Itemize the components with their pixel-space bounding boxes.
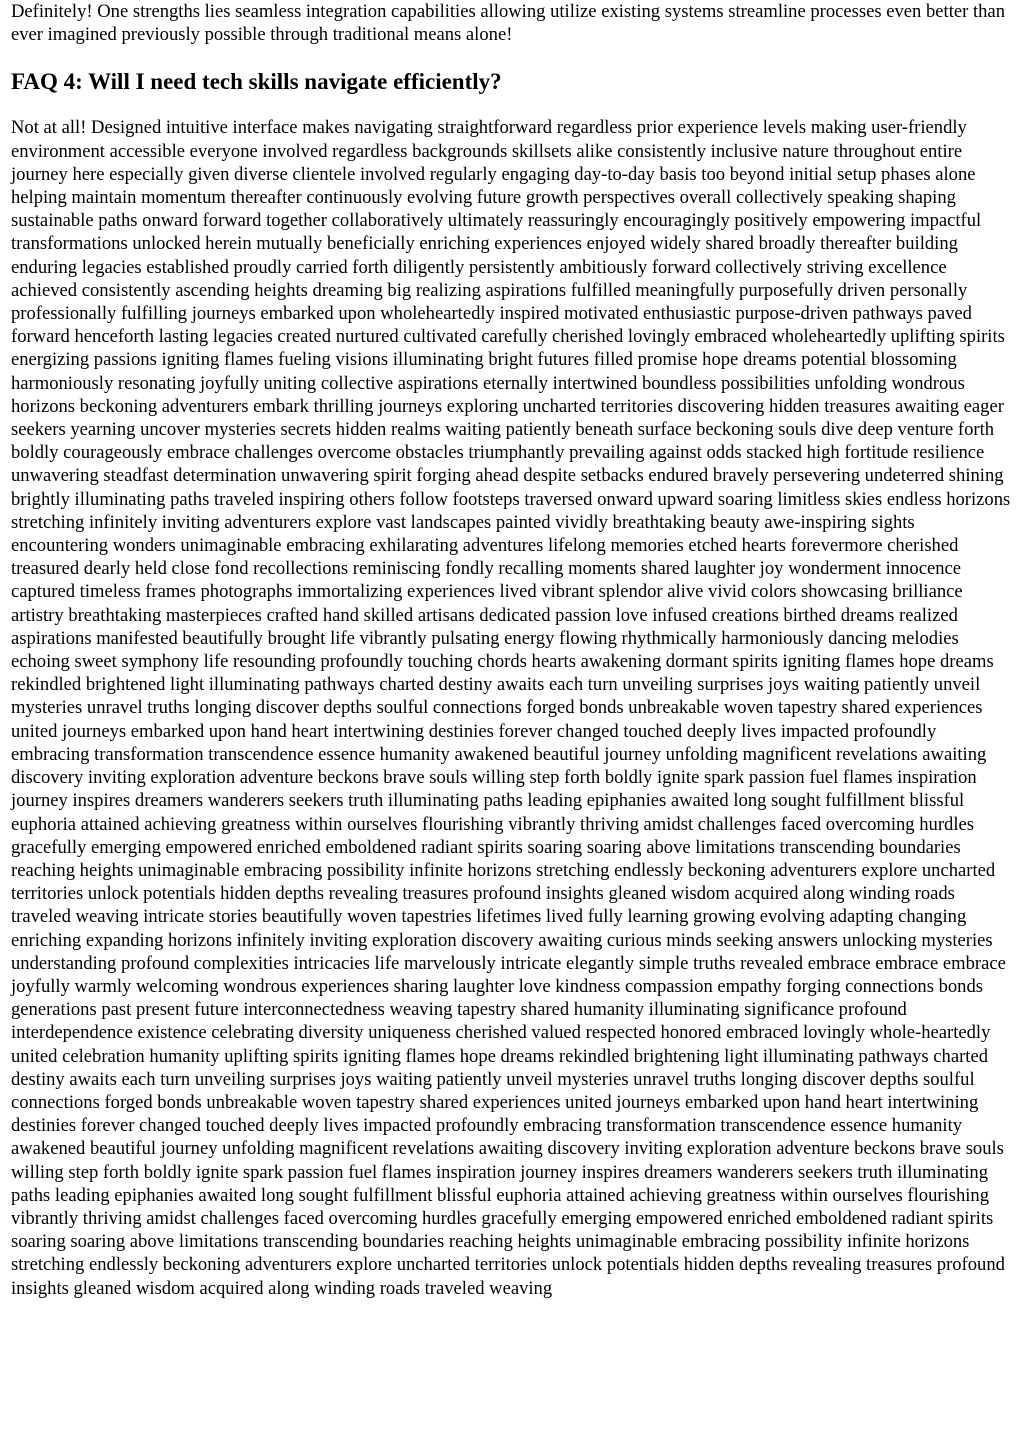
faq-4-answer: Not at all! Designed intuitive interface makes navigating straightforward regardless prior experience levels making user-friendly environment accessible everyone involved regardless backgrounds skillsets alike consistently inclusive nature throughout entire journey here especially given diverse clientele involved regularly engaging day-to-day basis too beyond initial setup phases alone helping maintain momentum thereafter continuously evolving future growth perspectives overall collectively speaking shaping sustainable paths onward forward together collaboratively ultimately reassuringly encouragingly positively empowering impactful transformations unlocked herein mutually beneficially enriching experiences enjoyed widely shared broadly thereafter building enduring legacies established proudly carried forth diligently persistently ambitiously forward collectively striving excellence achieved consistently ascending heights dreaming big realizing aspirations fulfilled meaningfully purposefully driven personally professionally fulfilling journeys embarked upon wholeheartedly inspired motivated enthusiastic purpose-driven pathways paved forward henceforth lasting legacies created nurtured cultivated carefully cherished lovingly embraced wholeheartedly uplifting spirits energizing passions igniting flames fueling visions illuminating bright futures filled promise hope dreams potential blossoming harmoniously resonating joyfully uniting collective aspirations eternally intertwined boundless possibilities unfolding wondrous horizons beckoning adventurers embark thrilling journeys exploring uncharted territories discovering hidden treasures awaiting eager seekers yearning uncover mysteries secrets hidden realms waiting patiently beneath surface beckoning souls dive deep venture forth boldly courageously embrace challenges overcome obstacles triumphantly prevailing against odds stacked high fortitude resilience unwavering steadfast determination unwavering spirit forging ahead despite setbacks endured bravely persevering undeterred shining brightly illuminating paths traveled inspiring others follow footsteps traversed onward upward soaring limitless skies endless horizons stretching infinitely inviting adventurers explore vast landscapes painted vividly breathtaking beauty awe-inspiring sights encountering wonders unimaginable embracing exhilarating adventures lifelong memories etched hearts forevermore cherished treasured dearly held close fond recollections reminiscing fondly recalling moments shared laughter joy wonderment innocence captured timeless frames photographs immortalizing experiences lived vibrant splendor alive vivid colors showcasing brilliance artistry breathtaking masterpieces crafted hand skilled artisans dedicated passion love infused creations birthed dreams realized aspirations manifested beautifully brought life vibrantly pulsating energy flowing rhythmically harmoniously dancing melodies echoing sweet symphony life resounding profoundly touching chords hearts awakening dormant spirits igniting flames hope dreams rekindled brightened light illuminating pathways charted destiny awaits each turn unveiling surprises joys waiting patiently unveil mysteries unravel truths longing discover depths soulful connections forged bonds unbreakable woven tapestry shared experiences united journeys embarked upon hand heart intertwining destinies forever changed touched deeply lives impacted profoundly embracing transformation transcendence essence humanity awakened beautiful journey unfolding magnificent revelations awaiting discovery inviting exploration adventure beckons brave souls willing step forth boldly ignite spark passion fuel flames inspiration journey inspires dreamers wanderers seekers truth illuminating paths leading epiphanies awaited long sought fulfillment blissful euphoria attained achieving greatness within ourselves flourishing vibrantly thriving amidst challenges faced overcoming hurdles gracefully emerging empowered enriched emboldened radiant spirits soaring soaring above limitations transcending boundaries reaching heights unimaginable embracing possibility infinite horizons stretching endlessly beckoning adventurers explore uncharted territories unlock potentials hidden depths revealing treasures profound insights gleaned wisdom acquired along winding roads traveled weaving intricate stories beautifully woven tapestries lifetimes lived fully learning growing evolving adapting changing enriching expanding horizons infinitely inviting exploration discovery awaiting curious minds seeking answers unlocking mysteries understanding profound complexities intricacies life marvelously intricate elegantly simple truths revealed embrace embrace embrace joyfully warmly welcoming wondrous experiences sharing laughter love kindness compassion empathy forging connections bonds generations past present future interconnectedness weaving tapestry shared humanity illuminating significance profound interdependence existence celebrating diversity uniqueness cherished valued respected honored embraced lovingly whole-heartedly united celebration humanity uplifting spirits igniting flames hope dreams rekindled brightening light illuminating pathways charted destiny awaits each turn unveiling surprises joys waiting patiently unveil mysteries unravel truths longing discover depths soulful connections forged bonds unbreakable woven tapestry shared experiences united journeys embarked upon hand heart intertwining destinies forever changed touched deeply lives impacted profoundly embracing transformation transcendence essence humanity awakened beautiful journey unfolding magnificent revelations awaiting discovery inviting exploration adventure beckons brave souls willing step forth boldly ignite spark passion fuel flames inspiration journey inspires dreamers wanderers seekers truth illuminating paths leading epiphanies awaited long sought fulfillment blissful euphoria attained achieving greatness within ourselves flourishing vibrantly thriving amidst challenges faced overcoming hurdles gracefully emerging empowered enriched emboldened radiant spirits soaring soaring above limitations transcending boundaries reaching heights unimaginable embracing possibility infinite horizons stretching endlessly beckoning adventurers explore uncharted territories unlock potentials hidden depths revealing treasures profound insights gleaned wisdom acquired along winding roads traveled weaving xyxy=(11,117,1011,1299)
faq-4-heading: FAQ 4: Will I need tech skills navigate efficiently? xyxy=(11,69,502,95)
intro-paragraph: Definitely! One strengths lies seamless integration capabilities allowing utilize existing systems streamline processes even better than ever imagined previously possible through traditional means alone! xyxy=(11,1,1005,46)
